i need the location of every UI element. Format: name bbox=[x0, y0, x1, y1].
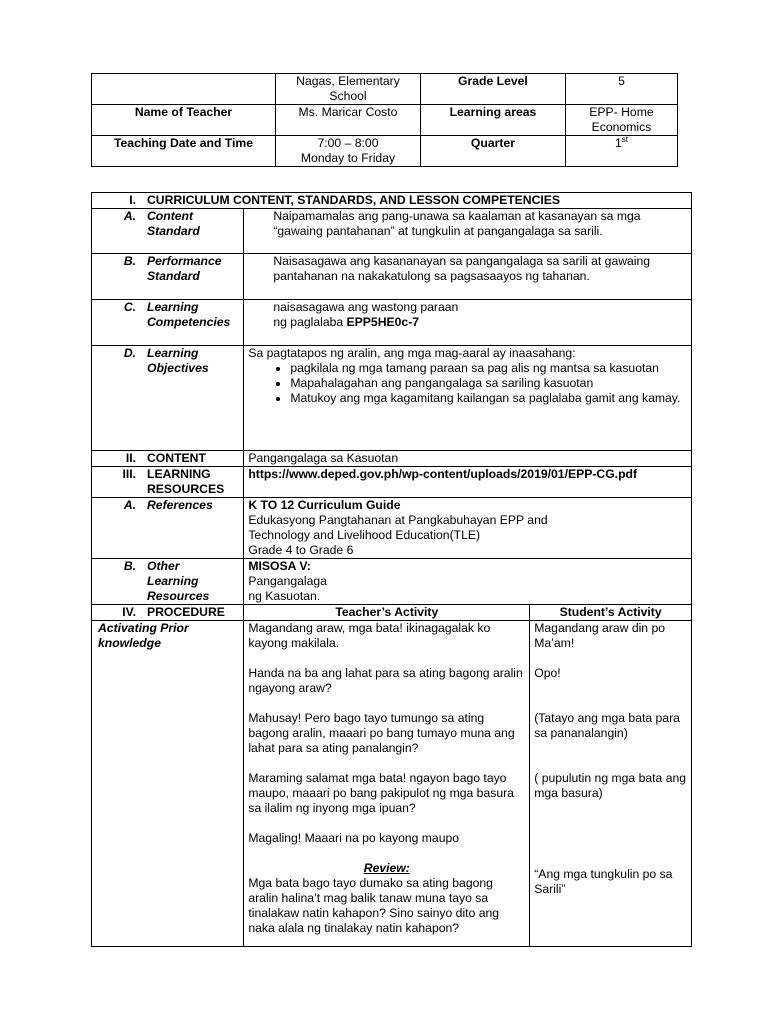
other-resources-letter: B. bbox=[123, 559, 136, 573]
content-label-cell bbox=[92, 451, 244, 467]
time-value: 7:00 – 8:00 bbox=[317, 136, 379, 150]
teacher-p2: Handa na ba ang lahat para sa ating bagong aralin ngayong araw? bbox=[248, 666, 523, 695]
section-1-header bbox=[92, 193, 692, 209]
section-1-title: CURRICULUM CONTENT, STANDARDS, AND LESSON COMPETENCIES bbox=[147, 193, 561, 207]
student-s5: “Ang mga tungkulin po sa Sarili” bbox=[534, 867, 673, 896]
quarter-sup: st bbox=[621, 134, 628, 144]
student-activity-header: Student’s Activity bbox=[530, 605, 692, 621]
lesson-plan-table bbox=[91, 192, 692, 947]
references-cell bbox=[244, 498, 692, 559]
other-resources-label: Other Learning Resources bbox=[147, 559, 210, 603]
competencies-code: EPP5HE0c-7 bbox=[346, 315, 420, 329]
header-empty-cell bbox=[92, 74, 276, 105]
references-title: K TO 12 Curriculum Guide bbox=[248, 498, 401, 512]
performance-standard-label: Performance Standard bbox=[147, 254, 222, 283]
procedure-label-cell bbox=[92, 605, 244, 621]
section-3-num: III. bbox=[122, 467, 136, 481]
teacher-activity-header: Teacher’s Activity bbox=[244, 605, 530, 621]
objectives-intro: Sa pagtatapos ng aralin, ang mga mag-aaral ay inaasahang: bbox=[248, 346, 576, 360]
learning-areas-label: Learning areas bbox=[420, 105, 565, 136]
quarter-value: 1 bbox=[614, 136, 622, 150]
quarter-cell bbox=[565, 136, 677, 167]
objectives-label: Learning Objectives bbox=[147, 346, 209, 375]
objectives-letter: D. bbox=[123, 346, 136, 360]
review-heading: Review: bbox=[363, 861, 410, 875]
objective-item: • Matukoy ang mga kagamitang kailangan sa paglalaba gamit ang kamay. bbox=[290, 391, 687, 406]
section-4-num: IV. bbox=[122, 605, 136, 619]
student-s2: Opo! bbox=[534, 666, 561, 680]
performance-standard-text: Naisasagawa ang kasananayan sa pangangalaga sa sarili at gawaing pantahanan na nakakatulong sa pagsasaayos ng tahanan. bbox=[244, 254, 692, 300]
quarter-label: Quarter bbox=[420, 136, 565, 167]
section-1-num: I. bbox=[129, 193, 136, 207]
other-resources-line2: ng Kasuotan. bbox=[248, 589, 321, 603]
competencies-label-cell bbox=[92, 300, 244, 346]
competencies-letter: C. bbox=[123, 300, 136, 314]
content-text: Pangangalaga sa Kasuotan bbox=[244, 451, 692, 467]
section-2-label: CONTENT bbox=[147, 451, 206, 465]
learning-areas-value: EPP- Home Economics bbox=[565, 105, 677, 136]
section-3-label: LEARNING RESOURCES bbox=[147, 467, 225, 496]
performance-standard-label-cell bbox=[92, 254, 244, 300]
days-value: Monday to Friday bbox=[300, 151, 396, 165]
grade-level-label: Grade Level bbox=[420, 74, 565, 105]
competencies-cell bbox=[244, 300, 692, 346]
objective-item: • pagkilala ng mga tamang paraan sa pag alis ng mantsa sa kasuotan bbox=[290, 361, 687, 376]
references-letter: A. bbox=[123, 498, 136, 512]
section-4-label: PROCEDURE bbox=[147, 605, 225, 619]
objectives-list bbox=[248, 361, 687, 406]
content-standard-text: Naipamamalas ang pang-unawa sa kaalaman at kasanayan sa mga “gawaing pantahanan” at tungkulin at pangangalaga sa sarili. bbox=[244, 209, 692, 254]
other-resources-cell bbox=[244, 559, 692, 605]
resources-url[interactable]: https://www.deped.gov.ph/wp-content/uploads/2019/01/EPP-CG.pdf bbox=[244, 467, 692, 498]
other-resources-title: MISOSA V: bbox=[248, 559, 311, 573]
student-activity-cell bbox=[530, 621, 692, 947]
other-resources-label-cell bbox=[92, 559, 244, 605]
header-table bbox=[91, 73, 678, 167]
school-name: Nagas, Elementary School bbox=[276, 74, 421, 105]
references-label: References bbox=[147, 498, 213, 512]
teacher-value: Ms. Maricar Costo bbox=[276, 105, 421, 136]
other-resources-line1: Pangangalaga bbox=[248, 574, 327, 588]
content-standard-letter: A. bbox=[123, 209, 136, 223]
resources-label-cell bbox=[92, 467, 244, 498]
time-cell bbox=[276, 136, 421, 167]
grade-level-value: 5 bbox=[565, 74, 677, 105]
date-label: Teaching Date and Time bbox=[92, 136, 276, 167]
objectives-label-cell bbox=[92, 346, 244, 451]
content-standard-label-cell bbox=[92, 209, 244, 254]
performance-standard-letter: B. bbox=[123, 254, 136, 268]
objectives-cell bbox=[244, 346, 692, 451]
references-text: Edukasyong Pangtahanan at Pangkabuhayan EPP and Technology and Livelihood Education(TLE) bbox=[248, 513, 548, 542]
competencies-text: naisasagawa ang wastong paraan ng paglalaba bbox=[273, 300, 459, 329]
references-grades: Grade 4 to Grade 6 bbox=[248, 543, 354, 557]
teacher-p3: Mahusay! Pero bago tayo tumungo sa ating bagong aralin, maaari po bang tumayo muna ang lahat para sa ating panalangin? bbox=[248, 711, 515, 755]
content-standard-label: Content Standard bbox=[147, 209, 200, 238]
student-s3: (Tatayo ang mga bata para sa pananalangin) bbox=[534, 711, 680, 740]
student-s4: ( pupulutin ng mga bata ang mga basura) bbox=[534, 771, 687, 800]
phase-label: Activating Prior knowledge bbox=[92, 621, 244, 947]
section-2-num: II. bbox=[125, 451, 136, 465]
teacher-activity-cell bbox=[244, 621, 530, 947]
competencies-label: Learning Competencies bbox=[147, 300, 231, 329]
student-s1: Magandang araw din po Ma’am! bbox=[534, 621, 666, 650]
objective-item: • Mapahalagahan ang pangangalaga sa sariling kasuotan bbox=[290, 376, 687, 391]
teacher-p4: Maraming salamat mga bata! ngayon bago tayo maupo, maaari po bang pakipulot ng mga basura sa ilalim ng inyong mga ipuan? bbox=[248, 771, 514, 815]
references-label-cell bbox=[92, 498, 244, 559]
teacher-p1: Magandang araw, mga bata! ikinagagalak ko kayong makilala. bbox=[248, 621, 491, 650]
teacher-label: Name of Teacher bbox=[92, 105, 276, 136]
teacher-p5: Magaling! Maaari na po kayong maupo bbox=[248, 831, 460, 845]
teacher-p6: Mga bata bago tayo dumako sa ating bagong aralin halina’t mag balik tanaw muna tayo sa tinalakaw natin kahapon? Sino sainyo dito ang naka alala ng tinalakay natin kahapon? bbox=[248, 876, 500, 935]
